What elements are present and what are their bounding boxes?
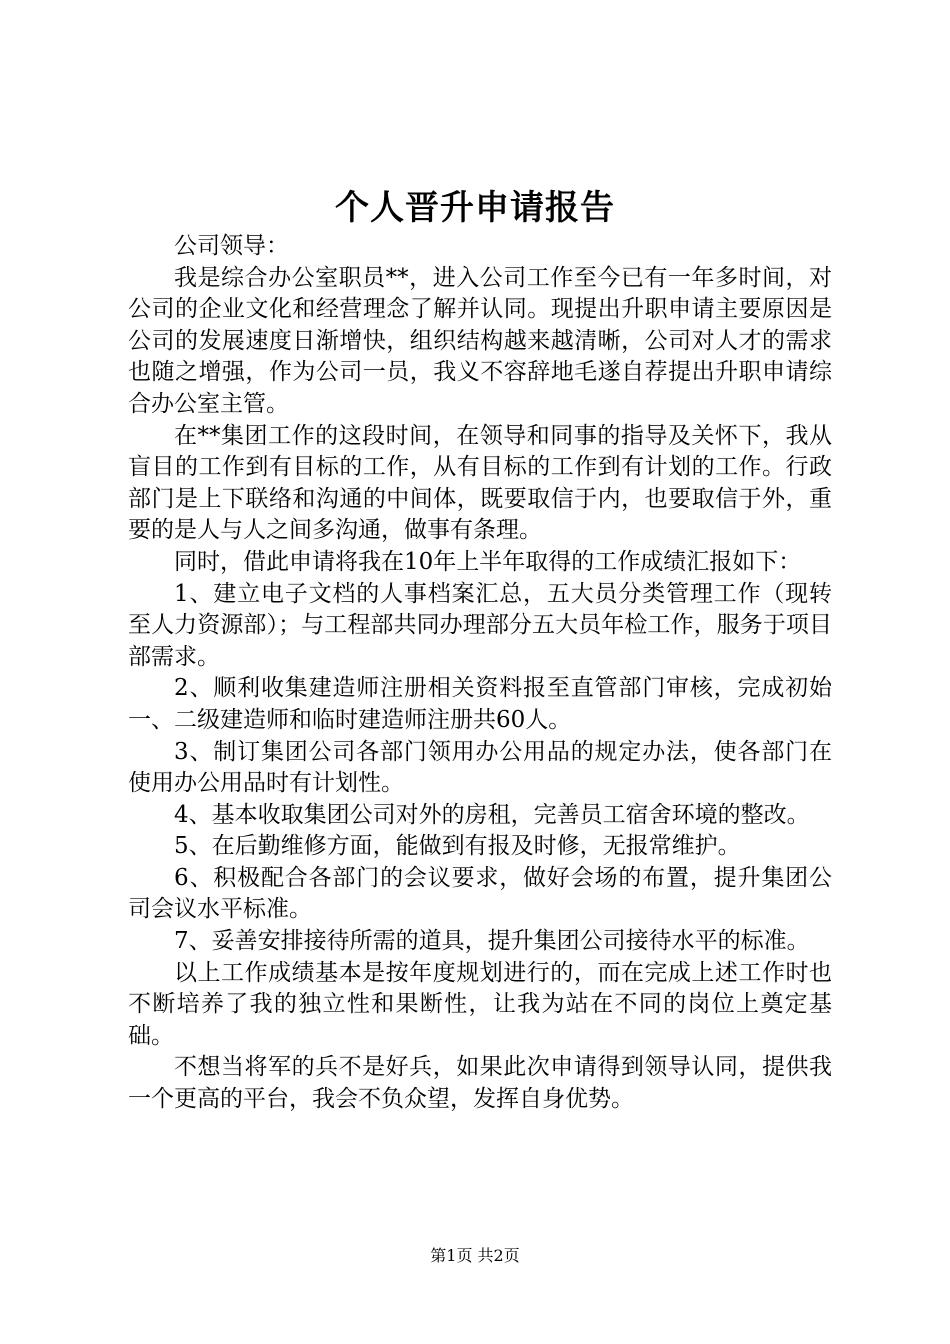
list-item-4: 4、基本收取集团公司对外的房租，完善员工宿舍环境的整改。	[174, 801, 810, 828]
document-body	[128, 231, 832, 1116]
salutation: 公司领导：	[174, 233, 289, 259]
list-item-3: 3、制订集团公司各部门领用办公用品的规定办法，使各部门在使用办公用品时有计划性。	[128, 738, 832, 797]
list-item-2: 2、顺利收集建造师注册相关资料报至直管部门审核，完成初始一、二级建造师和临时建造师注册共60人。	[128, 675, 832, 733]
document-title: 个人晋升申请报告	[335, 188, 615, 228]
list-item-7: 7、妥善安排接待所需的道具，提升集团公司接待水平的标准。	[174, 928, 810, 955]
paragraph-experience: 在**集团工作的这段时间，在领导和同事的指导及关怀下，我从盲目的工作到有目标的工作，从有目标的工作到有计划的工作。行政部门是上下联络和沟通的中间体，既要取信于内，也要取信于外，重要的是人与人之间多沟通，做事有条理。	[128, 422, 832, 544]
list-item-1: 1、建立电子文档的人事档案汇总，五大员分类管理工作（现转至人力资源部）；与工程部共同办理部分五大员年检工作，服务于项目部需求。	[128, 580, 832, 670]
paragraph-closing: 不想当将军的兵不是好兵，如果此次申请得到领导认同，提供我一个更高的平台，我会不负众望，发挥自身优势。	[128, 1054, 832, 1113]
paragraph-report-intro: 同时，借此申请将我在10年上半年取得的工作成绩汇报如下：	[174, 548, 802, 575]
page-number-footer: 第1页 共2页	[430, 1246, 520, 1265]
list-item-6: 6、积极配合各部门的会议要求，做好会场的布置，提升集团公司会议水平标准。	[128, 864, 832, 923]
paragraph-summary: 以上工作成绩基本是按年度规划进行的，而在完成上述工作时也不断培养了我的独立性和果断性，让我为站在不同的岗位上奠定基础。	[128, 959, 832, 1049]
paragraph-intro: 我是综合办公室职员**，进入公司工作至今已有一年多时间，对公司的企业文化和经营理念了解并认同。现提出升职申请主要原因是公司的发展速度日渐增快，组织结构越来越清晰，公司对人才的需求也随之增强，作为公司一员，我义不容辞地毛遂自荐提出升职申请综合办公室主管。	[128, 264, 832, 417]
list-item-5: 5、在后勤维修方面，能做到有报及时修，无报常维护。	[174, 833, 741, 860]
